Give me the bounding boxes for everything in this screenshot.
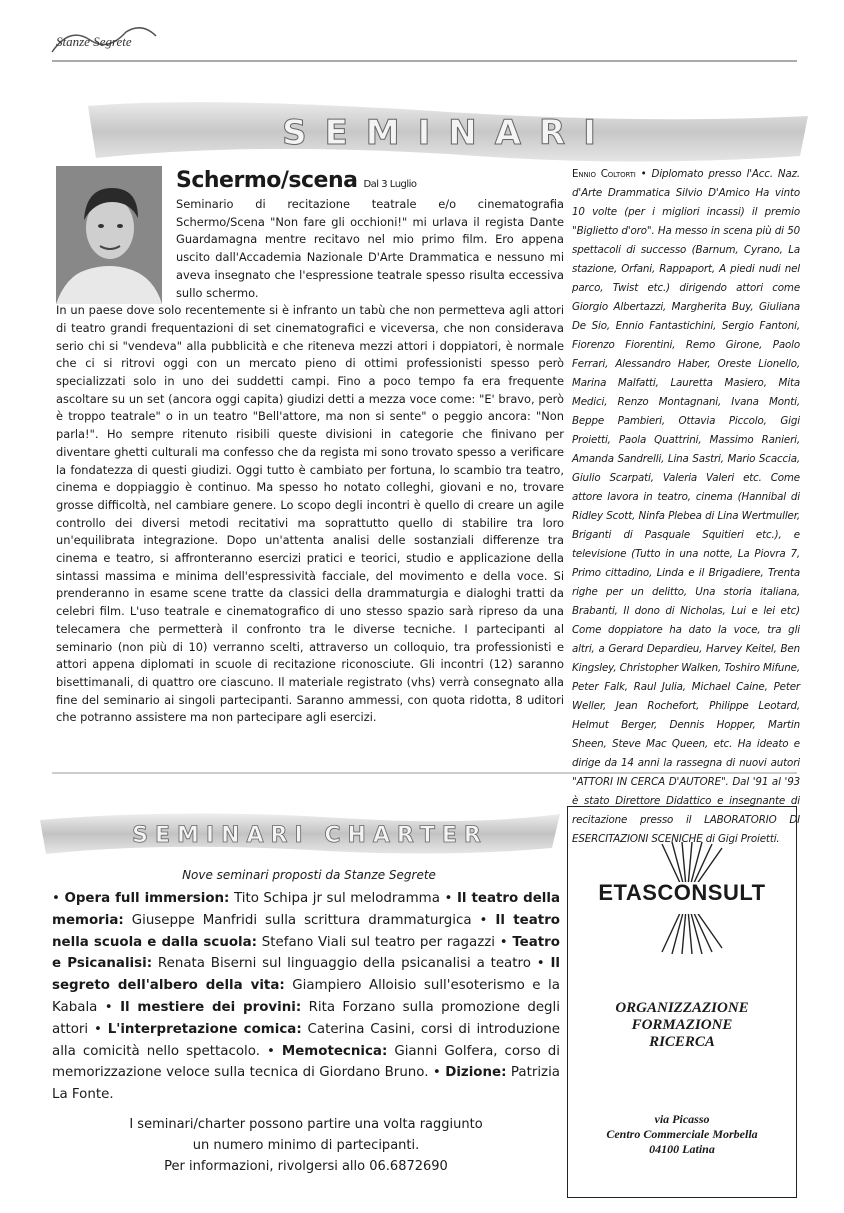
article-body <box>56 196 564 727</box>
charter-item-desc: Gianni Golfera, corso di memorizzazione veloce sulla tecnica di Giordano Bruno. <box>52 1043 560 1081</box>
svg-text:SEMINARI: SEMINARI <box>282 113 614 153</box>
charter-item: • Teatro e Psicanalisi: Renata Biserni sul linguaggio della psicanalisi a teatro <box>52 934 560 972</box>
article-main: In un paese dove solo recentemente si è infranto un tabù che non permetteva agli attori di teatro grandi frequentazioni di set cinematografici e viceversa, che non considerava serio chi si "vendeva" alla pubblicità e che riteneva mezzi attori i doppiatori, è normale che ci si ritrovi oggi con un mercato pieno di ottimi professionisti spesso però specializzati solo in uno dei suddetti campi. Fino a poco tempo fa era frequente ascoltare su un set (ancora oggi capita) giudizi detti a mezza voce come: "E' bravo, però è troppo teatrale" o in un teatro "Bell'attore, ma non si sente" o peggio ancora: "Non parla!". Ho sempre ritenuto risibili queste divisioni in categorie che finivano per diventare ghetti culturali ma confesso che da regista mi sono trovato spesso a verificare la fondatezza di questi giudizi. Oggi tutto è cambiato per fortuna, lo scambio tra teatro, cinema e doppiaggio è continuo. Ma spesso ho notato colleghi, giovani e no, trovare grosse difficoltà, nel cambiare genere. Lo scopo degli incontri è quello di creare un agile controllo dei diversi metodi recitativi ma soprattutto quello di stabilire tra loro un'equilibrata integrazione. Dopo un'attenta analisi delle sostanziali differenze tra cinema e teatro, si affronteranno esercizi pratici e teorici, studio e applicazione della sintassi massima e minima dell'espressività facciale, del movimento e della voce. Si prenderanno in esame scene tratte da classici della drammaturgia e dialoghi tratti da celebri film. L'uso teatrale e cinematografico di uno stesso spazio sarà ripreso da una telecamera che permetterà il confronto tra le diverse tecniche. I partecipanti al seminario (non più di 10) verranno scelti, attraverso un colloquio, tra professionisti e attori appena diplomati in scuole di recitazione riconosciute. Gli incontri (12) saranno bisettimanali, di quattro ore ciascuno. Il materiale registrato (vhs) verrà consegnato alla fine del seminario ai singoli partecipanti. Saranno ammessi, con quota ridotta, 8 uditori che potranno assistere ma non partecipare agli esercizi. <box>56 303 564 725</box>
charter-item: • Il teatro della memoria: Giuseppe Manfridi sulla scrittura drammaturgica <box>52 891 561 928</box>
bio-name: Ennio Coltorti <box>572 168 636 180</box>
charter-item: • L'interpretazione comica: Caterina Casini, corsi di introduzione alla comicità nello spettacolo. <box>52 1021 560 1059</box>
charter-item-desc: Patrizia La Fonte. <box>52 1065 561 1103</box>
charter-item-title: Il segreto dell'albero della vita: <box>52 956 561 994</box>
ad-service-line: ORGANIZZAZIONE <box>615 1000 749 1016</box>
charter-item-desc: Stefano Viali sul teatro per ragazzi <box>261 934 496 950</box>
charter-item-desc: Giampiero Alloisio sull'esoterismo e la Kabala <box>52 978 560 1015</box>
ad-service-line: FORMAZIONE <box>631 1017 733 1033</box>
charter-item-desc: Renata Biserni sul linguaggio della psicanalisi a teatro <box>157 956 531 972</box>
footnote-line: un numero minimo di partecipanti. <box>192 1138 420 1153</box>
charter-item-title: Opera full immersion: <box>64 891 230 906</box>
charter-list <box>52 888 560 1106</box>
section-divider <box>52 772 797 774</box>
charter-item: • Il mestiere dei provini: Rita Forzano sulla promozione degli attori <box>52 999 560 1037</box>
charter-item: • Opera full immersion: Tito Schipa jr sul melodramma <box>52 891 440 906</box>
charter-item: • Il teatro nella scuola e dalla scuola: Stefano Viali sul teatro per ragazzi <box>52 912 560 950</box>
charter-item-title: Teatro e Psicanalisi: <box>52 934 560 972</box>
ad-address-line: 04100 Latina <box>649 1142 715 1156</box>
charter-item-title: Memotecnica: <box>281 1043 388 1059</box>
footnote-line: Per informazioni, rivolgersi allo 06.6872690 <box>164 1159 448 1174</box>
charter-footnote <box>52 1114 560 1177</box>
footnote-line: I seminari/charter possono partire una volta raggiunto <box>129 1117 483 1132</box>
ad-address-line: Centro Commerciale Morbella <box>606 1127 758 1141</box>
stanze-segrete-logo <box>50 22 160 56</box>
charter-item: • Dizione: Patrizia La Fonte. <box>52 1065 561 1103</box>
svg-text:SEMINARI CHARTER: SEMINARI CHARTER <box>132 823 488 848</box>
ad-service-line: RICERCA <box>649 1034 715 1050</box>
charter-item-desc: Giuseppe Manfridi sulla scrittura drammaturgica <box>131 912 472 928</box>
charter-item: • Memotecnica: Gianni Golfera, corso di memorizzazione veloce sulla tecnica di Giordano Bruno. <box>52 1043 560 1081</box>
charter-heading: Nove seminari proposti da Stanze Segrete <box>182 868 436 882</box>
charter-item-desc: Tito Schipa jr sul melodramma <box>233 891 440 906</box>
seminari-charter-banner <box>40 808 560 858</box>
charter-item-title: Il teatro nella scuola e dalla scuola: <box>52 912 560 950</box>
author-bio <box>572 165 800 849</box>
article-title: Schermo/scena Dal 3 Luglio <box>176 168 417 193</box>
charter-item-desc: Rita Forzano sulla promozione degli attori <box>52 999 560 1037</box>
bio-text: • Diplomato presso l'Acc. Naz. d'Arte Drammatica Silvio D'Amico Ha vinto 10 volte (per i migliori incassi) il premio "Biglietto d'oro". Ha messo in scena più di 50 spettacoli di successo (Barnum, Cyrano, La stazione, Orfani, Rappaport, A piedi nudi nel parco, Twist etc.) dirigendo attori come Giorgio Albertazzi, Margherita Buy, Giuliana De Sio, Ennio Fantastichini, Sergio Fantoni, Fiorenzo Fiorentini, Remo Girone, Paolo Ferrari, Alessandro Haber, Oreste Lionello, Marina Malfatti, Lauretta Masiero, Mita Medici, Renzo Montagnani, Ivana Monti, Beppe Pambieri, Ottavia Piccolo, Gigi Proietti, Paola Quattrini, Massimo Ranieri, Amanda Sandrelli, Lina Sastri, Mario Scaccia, Giulio Scarpati, Valeria Valeri etc. Come attore lavora in teatro, cinema (Hannibal di Ridley Scott, Ninfa Plebea di Lina Wertmuller, Briganti di Pasquale Squitieri etc.), e televisione (Tutto in una notte, La Piovra 7, Primo cittadino, Linda e il Brigadiere, Trenta righe per un delitto, Una storia italiana, Brabanti, Il dono di Nicholas, Lui e lei etc) Come doppiatore ha dato la voce, tra gli altri, a Gerard Depardieu, Harvey Keitel, Ben Kingsley, Christopher Walken, Toshiro Mifune, Peter Falk, Raul Julia, Michael Caine, Peter Weller, Jean Rochefort, Philippe Leotard, Helmut Berger, Dennis Hopper, Martin Sheen, Steve Mac Queen, etc. Ha ideato e dirige da 14 anni la rassegna di nuovi autori "ATTORI IN CERCA D'AUTORE". Dal '91 al '93 è stato Direttore Didattico e insegnante di recitazione presso il LABORATORIO DI ESERCITAZIONI SCENICHE di Gigi Proietti. <box>572 168 800 845</box>
svg-text:Stanze Segrete: Stanze Segrete <box>56 34 132 49</box>
charter-item-title: Il mestiere dei provini: <box>120 999 302 1015</box>
charter-item: • Il segreto dell'albero della vita: Giampiero Alloisio sull'esoterismo e la Kabala <box>52 956 561 1015</box>
seminari-banner <box>88 98 808 166</box>
article-intro: Seminario di recitazione teatrale e/o cinematografia Schermo/Scena "Non fare gli occhioni!" mi urlava il regista Dante Guardamagna mentre recitavo nel mio primo film. Ero appena uscito dall'Accademia Nazionale D'Arte Drammatica e nessuno mi aveva insegnato che l'espressione teatrale spesso risulta eccessiva sullo schermo. <box>176 197 564 300</box>
ad-address-line: via Picasso <box>654 1112 710 1126</box>
charter-item-title: Dizione: <box>445 1065 507 1081</box>
ad-services <box>567 1000 797 1051</box>
charter-item-title: L'interpretazione comica: <box>107 1021 302 1037</box>
ad-address <box>567 1112 797 1157</box>
charter-item-title: Il teatro della memoria: <box>52 891 561 928</box>
etasconsult-brand: ETASCONSULT <box>598 880 766 905</box>
article-date: Dal 3 Luglio <box>363 179 417 190</box>
header-rule <box>52 60 797 62</box>
charter-item-desc: Caterina Casini, corsi di introduzione alla comicità nello spettacolo. <box>52 1021 560 1059</box>
